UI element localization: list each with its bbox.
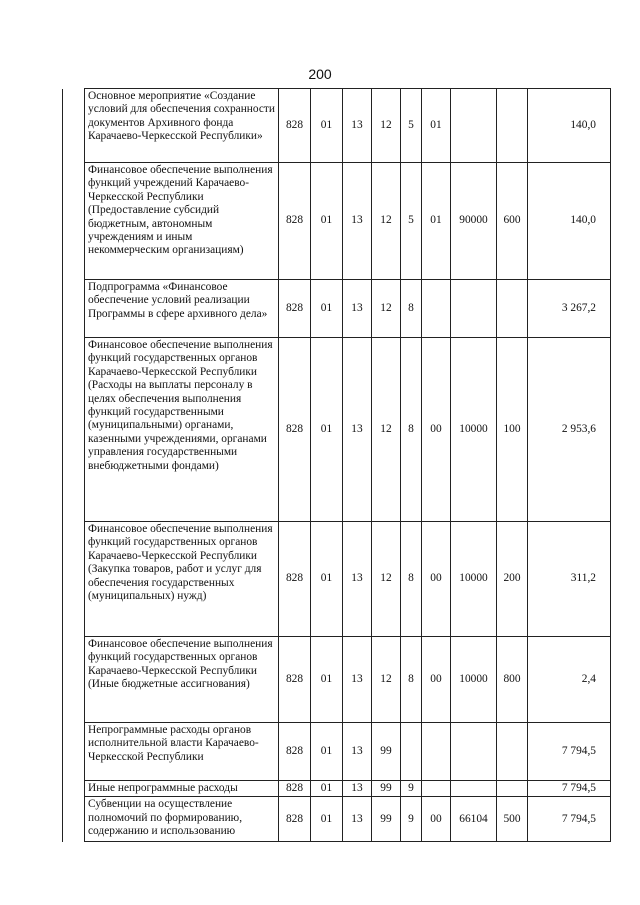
table-cell-pr: 13 (343, 163, 372, 280)
table-cell-amount: 2 953,6 (528, 338, 611, 522)
table-cell-pr: 13 (343, 797, 372, 842)
page-number: 200 (308, 66, 332, 82)
table-cell-pr: 13 (343, 781, 372, 797)
table-cell-code-3: 01 (422, 163, 451, 280)
table-cell-blank (63, 338, 85, 522)
table-cell-ved: 828 (279, 89, 311, 163)
table-cell-code-2: 8 (401, 280, 422, 338)
table-cell-name: Финансовое обеспечение выполнения функций государственных органов Карачаево-Черкесской Республики (Расходы на выплаты персоналу в целях обеспечения выполнения функций государственными (муниципальными) органами, казенными учреждениями, органами управления государственными внебюджетными фондами) (85, 338, 279, 522)
table-cell-code-2 (401, 723, 422, 781)
table-cell-amount: 311,2 (528, 522, 611, 637)
table-cell-amount: 3 267,2 (528, 280, 611, 338)
table-cell-amount: 140,0 (528, 163, 611, 280)
table-cell-amount: 140,0 (528, 89, 611, 163)
table-cell-amount: 7 794,5 (528, 781, 611, 797)
table-row (63, 163, 611, 280)
budget-table (62, 88, 611, 842)
table-cell-code-1: 12 (372, 163, 401, 280)
table-cell-name: Основное мероприятие «Создание условий для обеспечения сохранности документов Архивного фонда Карачаево-Черкесской Республики» (85, 89, 279, 163)
table-cell-code-4: 90000 (451, 163, 497, 280)
table-cell-rz: 01 (311, 797, 343, 842)
table-cell-code-3: 01 (422, 89, 451, 163)
table-cell-code-1: 12 (372, 522, 401, 637)
table-cell-pr: 13 (343, 637, 372, 723)
table-cell-code-2: 8 (401, 637, 422, 723)
table-row (63, 797, 611, 842)
table-cell-ved: 828 (279, 522, 311, 637)
table-row (63, 338, 611, 522)
table-cell-code-3 (422, 723, 451, 781)
table-cell-code-3: 00 (422, 338, 451, 522)
table-cell-rz: 01 (311, 163, 343, 280)
table-row (63, 781, 611, 797)
table-cell-vr: 800 (497, 637, 528, 723)
table-cell-name: Подпрограмма «Финансовое обеспечение условий реализации Программы в сфере архивного дела» (85, 280, 279, 338)
table-cell-vr (497, 280, 528, 338)
table-cell-vr (497, 781, 528, 797)
table-cell-blank (63, 280, 85, 338)
table-cell-code-2: 5 (401, 163, 422, 280)
table-cell-vr: 200 (497, 522, 528, 637)
table-cell-ved: 828 (279, 280, 311, 338)
table-cell-code-4 (451, 781, 497, 797)
table-cell-code-4: 66104 (451, 797, 497, 842)
table-cell-rz: 01 (311, 280, 343, 338)
table-cell-ved: 828 (279, 163, 311, 280)
table-row (63, 280, 611, 338)
table-cell-code-2: 8 (401, 522, 422, 637)
table-cell-blank (63, 637, 85, 723)
table-cell-blank (63, 163, 85, 280)
table-cell-code-1: 99 (372, 797, 401, 842)
table-cell-code-1: 12 (372, 89, 401, 163)
table-cell-ved: 828 (279, 637, 311, 723)
table-cell-name: Финансовое обеспечение выполнения функций государственных органов Карачаево-Черкесской Республики (Иные бюджетные ассигнования) (85, 637, 279, 723)
table-cell-pr: 13 (343, 723, 372, 781)
table-cell-blank (63, 522, 85, 637)
table-cell-rz: 01 (311, 781, 343, 797)
table-cell-pr: 13 (343, 522, 372, 637)
table-cell-ved: 828 (279, 797, 311, 842)
table-cell-code-2: 8 (401, 338, 422, 522)
table-cell-name: Финансовое обеспечение выполнения функций государственных органов Карачаево-Черкесской Республики (Закупка товаров, работ и услуг для обеспечения государственных (муниципальных) нужд) (85, 522, 279, 637)
table-cell-code-4 (451, 89, 497, 163)
budget-table-body (63, 89, 611, 842)
table-cell-vr: 600 (497, 163, 528, 280)
table-cell-ved: 828 (279, 723, 311, 781)
table-cell-blank (63, 797, 85, 842)
table-cell-code-4: 10000 (451, 338, 497, 522)
table-cell-code-2: 9 (401, 797, 422, 842)
table-cell-code-4 (451, 723, 497, 781)
table-cell-code-2: 9 (401, 781, 422, 797)
table-cell-amount: 7 794,5 (528, 723, 611, 781)
table-row (63, 89, 611, 163)
table-cell-code-3: 00 (422, 797, 451, 842)
table-cell-code-3: 00 (422, 522, 451, 637)
table-cell-vr (497, 89, 528, 163)
table-row (63, 637, 611, 723)
table-row (63, 723, 611, 781)
table-cell-code-4 (451, 280, 497, 338)
table-cell-vr (497, 723, 528, 781)
table-cell-code-1: 99 (372, 781, 401, 797)
table-cell-code-4: 10000 (451, 522, 497, 637)
table-cell-name: Субвенции на осуществление полномочий по формированию, содержанию и использованию (85, 797, 279, 842)
table-cell-code-1: 12 (372, 338, 401, 522)
table-cell-code-1: 99 (372, 723, 401, 781)
table-cell-code-1: 12 (372, 280, 401, 338)
table-cell-code-4: 10000 (451, 637, 497, 723)
table-cell-blank (63, 89, 85, 163)
table-cell-pr: 13 (343, 89, 372, 163)
table-cell-blank (63, 781, 85, 797)
table-cell-code-1: 12 (372, 637, 401, 723)
table-row (63, 522, 611, 637)
table-cell-blank (63, 723, 85, 781)
table-cell-pr: 13 (343, 338, 372, 522)
table-cell-code-3: 00 (422, 637, 451, 723)
table-cell-rz: 01 (311, 338, 343, 522)
table-cell-amount: 7 794,5 (528, 797, 611, 842)
table-cell-ved: 828 (279, 781, 311, 797)
table-cell-vr: 100 (497, 338, 528, 522)
table-cell-rz: 01 (311, 89, 343, 163)
table-cell-name: Финансовое обеспечение выполнения функций учреждений Карачаево-Черкесской Республики (Предоставление субсидий бюджетным, автономным учреждениям и иным некоммерческим организациям) (85, 163, 279, 280)
table-cell-vr: 500 (497, 797, 528, 842)
table-cell-name: Непрограммные расходы органов исполнительной власти Карачаево-Черкесской Республики (85, 723, 279, 781)
table-cell-code-3 (422, 781, 451, 797)
table-cell-code-3 (422, 280, 451, 338)
table-cell-code-2: 5 (401, 89, 422, 163)
table-cell-pr: 13 (343, 280, 372, 338)
table-cell-name: Иные непрограммные расходы (85, 781, 279, 797)
table-cell-rz: 01 (311, 522, 343, 637)
table-cell-rz: 01 (311, 723, 343, 781)
table-cell-rz: 01 (311, 637, 343, 723)
table-cell-ved: 828 (279, 338, 311, 522)
table-cell-amount: 2,4 (528, 637, 611, 723)
